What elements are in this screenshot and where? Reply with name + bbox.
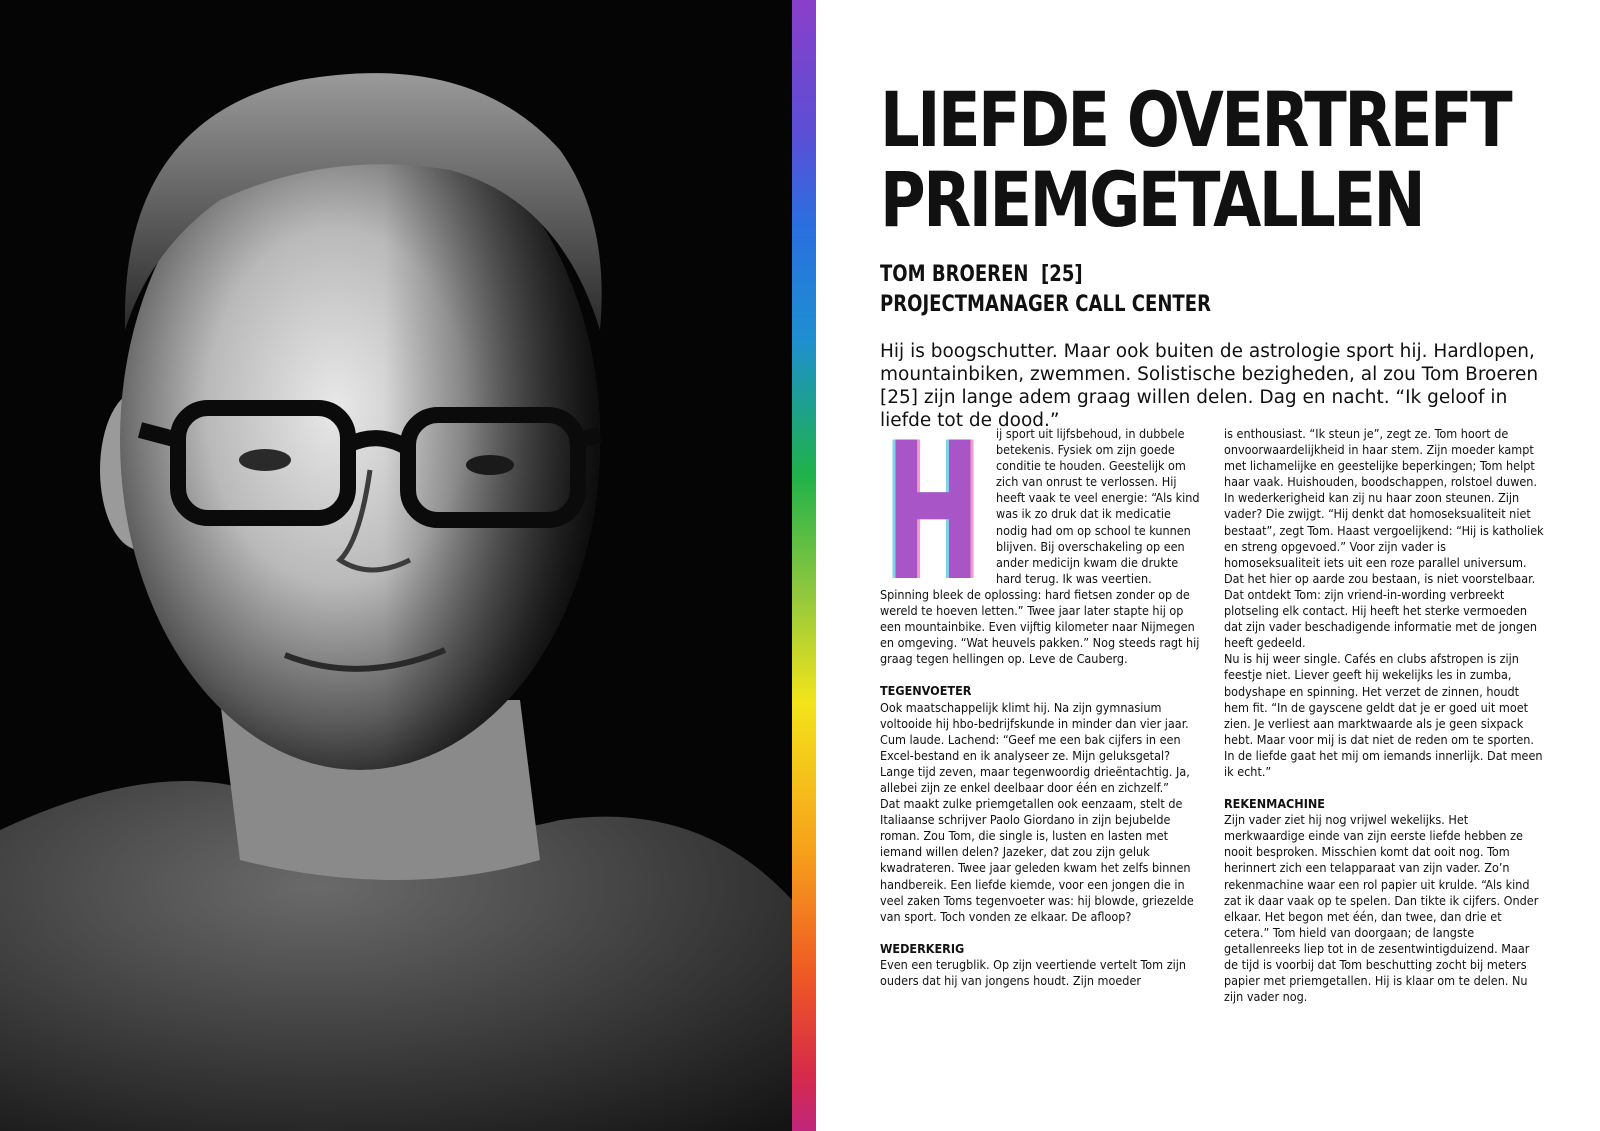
drop-cap [880, 426, 990, 584]
paragraph: Nu is hij weer single. Cafés en clubs afstropen is zijn feestje niet. Liever geeft hij wekelijks les in zumba, bodyshape en spinning. Het verzet de zinnen, houdt hem fit. “In de gayscene geldt dat je er goed uit moet zien. Je verliest aan marktwaarde als je geen sixpack hebt. Maar voor mij is dat niet de reden om te sporten. In de liefde gaat het mij om iemands innerlijk. Dat meen ik echt.” [1224, 651, 1543, 779]
title-line-2: PRIEMGETALLEN [880, 155, 1424, 244]
paragraph: Ook maatschappelijk klimt hij. Na zijn gymnasium voltooide hij hbo-bedrijfskunde in minder dan vier jaar. Cum laude. Lachend: “Geef me een bak cijfers in een Excel-bestand en ik analyseer ze. Mijn geluksgetal? Lange tijd zeven, maar tegenwoordig drieëntachtig. Ja, allebei zijn ze enkel deelbaar door één en zichzelf.” [880, 699, 1190, 795]
drop-cap-shadow-cyan: H [882, 426, 978, 580]
subheading-tegenvoeter: TEGENVOETER [880, 683, 972, 699]
byline-role: PROJECTMANAGER CALL CENTER [880, 292, 1211, 317]
subheading-wederkerig: WEDERKERIG [880, 940, 965, 956]
article-title [880, 75, 1511, 244]
body-column-1 [880, 426, 1200, 989]
subheading-rekenmachine: REKENMACHINE [1224, 796, 1325, 812]
portrait-photo [0, 0, 792, 1131]
paragraph: Even een terugblik. Op zijn veertiende vertelt Tom zijn ouders dat hij van jongens houdt. Zijn moeder [880, 956, 1186, 988]
article-intro: Hij is boogschutter. Maar ook buiten de astrologie sport hij. Hardlopen, mountainbiken, zwemmen. Solistische bezigheden, al zou Tom Broeren [25] zijn lange adem graag willen delen. Dag en nacht. “Ik geloof in liefde tot de dood.” [880, 341, 1539, 431]
byline-name: TOM BROEREN [25] [880, 262, 1083, 287]
paragraph: ij sport uit lijfsbehoud, in dubbele betekenis. Fysiek om zijn goede conditie te houden. Geestelijk om zich van onrust te verlossen. Hij heeft vaak te veel energie: “Als kind was ik zo druk dat ik medicatie nodig had om op school te kunnen blijven. Bij overschakeling op een ander medicijn kwam die drukte hard terug. Ik was veertien. Spinning bleek de oplossing: hard fietsen zonder op de wereld te hoeven letten.” Twee jaar later stapte hij op een mountainbike. Even vijftig kilometer naar Nijmegen en omgeving. “Wat heuvels pakken.” Nog steeds ragt hij graag tegen hellingen op. Leve de Cauberg. [880, 426, 1200, 667]
paragraph: Zijn vader ziet hij nog vrijwel wekelijks. Het merkwaardige einde van zijn eerste liefde hebben ze nooit besproken. Misschien komt dat ooit nog. Tom herinnert zich een telapparaat van zijn vader. Zo’n rekenmachine waar een rol papier uit krulde. “Als kind zat ik daar vaak op te spelen. Dan tikte ik cijfers. Onder elkaar. Het begon met één, dan twee, dan drie et cetera.” Tom hield van doorgaan; de langste getallenreeks liep tot in de zesentwintigduizend. Maar de tijd is voorbij dat Tom beschutting zocht bij meters papier met priemgetallen. Hij is klaar om te delen. Nu zijn vader nog. [1224, 812, 1539, 1005]
body-column-2 [1224, 426, 1544, 1005]
paragraph: Dat maakt zulke priemgetallen ook eenzaam, stelt de Italiaanse schrijver Paolo Giordano in zijn bejubelde roman. Zou Tom, die single is, lusten en lasten met iemand willen delen? Jazeker, dat zou zijn geluk kwadrateren. Twee jaar geleden kwam het zelfs binnen handbereik. Een liefde kiemde, voor een jongen die in veel zaken Toms tegenvoeter was: hij blowde, griezelde van sport. Toch vonden ze elkaar. De afloop? [880, 796, 1194, 924]
article-header [880, 75, 1540, 451]
paragraph: is enthousiast. “Ik steun je”, zegt ze. Tom hoort de onvoorwaardelijkheid in haar stem. Zijn moeder kampt met lichamelijke en geestelijke beperkingen; Tom helpt haar vaak. Huishouden, boodschappen, rolstoel duwen. In wederkerigheid kan zij nu haar zoon steunen. Zijn vader? Die zwijgt. “Hij denkt dat homoseksualiteit niet bestaat”, zegt Tom. Haast vergoelijkend: “Hij is katholiek en streng opgevoed.” Voor zijn vader is homoseksualiteit iets uit een roze parallel universum. Dat het hier op aarde zou bestaan, is niet voorstelbaar. Dat ontdekt Tom: zijn vriend-in-wording verbreekt plotseling elk contact. Hij heeft het sterke vermoeden dat zijn vader beschadigende informatie met de jongen heeft gedeeld. [1224, 426, 1544, 651]
byline [880, 260, 1421, 320]
rainbow-stripe [792, 0, 816, 1131]
drop-cap-shadow-pink: H [888, 426, 984, 580]
title-line-1: LIEFDE OVERTREFT [880, 75, 1511, 164]
drop-cap-letter: H [885, 426, 981, 580]
